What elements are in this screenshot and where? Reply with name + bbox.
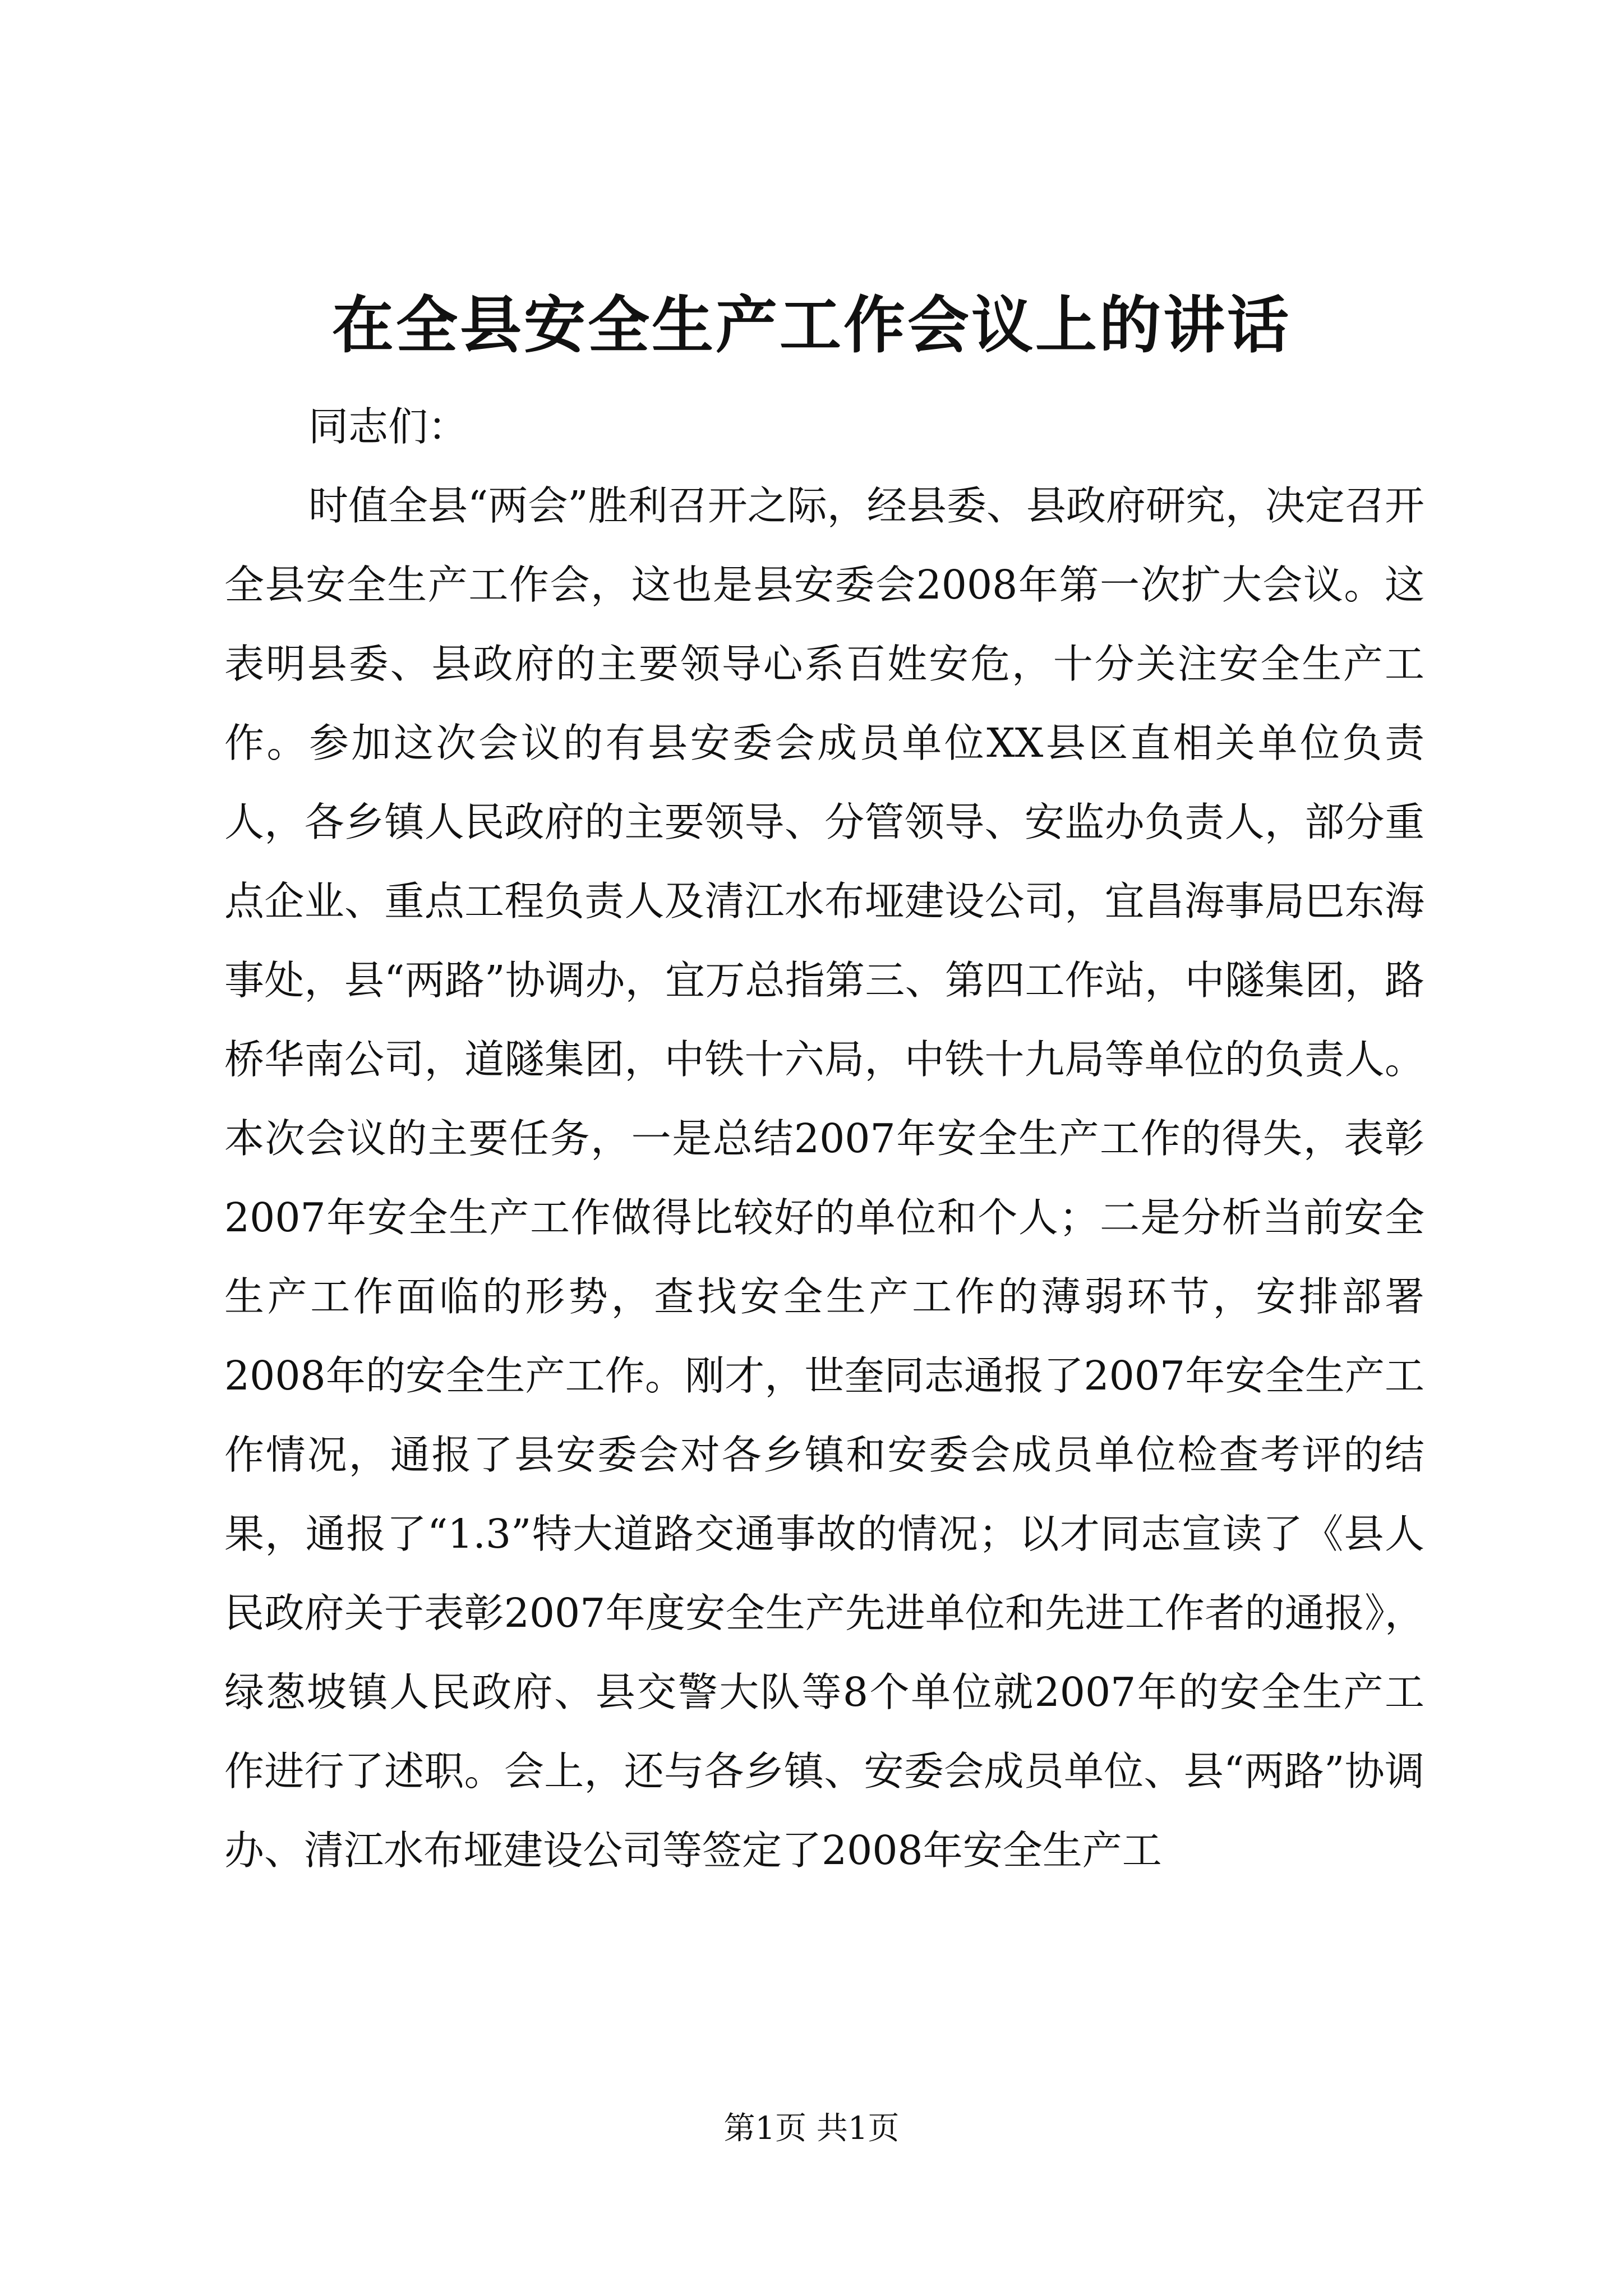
- document-body: [224, 387, 1424, 1890]
- page-footer: 第1页 共1页: [723, 2110, 900, 2147]
- salutation: 同志们：: [308, 403, 468, 450]
- document-title: 在全县安全生产工作会议上的讲话: [332, 289, 1291, 361]
- body-paragraph: 时值全县“两会”胜利召开之际，经县委、县政府研究，决定召开全县安全生产工作会，这也是县安委会2008年第一次扩大会议。这表明县委、县政府的主要领导心系百姓安危，十分关注安全生产工作。参加这次会议的有县安委会成员单位XX县区直相关单位负责人，各乡镇人民政府的主要领导、分管领导、安监办负责人，部分重点企业、重点工程负责人及清江水布垭建设公司，宜昌海事局巴东海事处，县“两路”协调办，宜万总指第三、第四工作站，中隧集团，路桥华南公司，道隧集团，中铁十六局，中铁十九局等单位的负责人。本次会议的主要任务，一是总结2007年安全生产工作的得失，表彰2007年安全生产工作做得比较好的单位和个人；二是分析当前安全生产工作面临的形势，查找安全生产工作的薄弱环节，安排部署2008年的安全生产工作。刚才，世奎同志通报了2007年安全生产工作情况，通报了县安委会对各乡镇和安委会成员单位检查考评的结果，通报了“1.3”特大道路交通事故的情况；以才同志宣读了《县人民政府关于表彰2007年度安全生产先进单位和先进工作者的通报》，绿葱坡镇人民政府、县交警大队等8个单位就2007年的安全生产工作进行了述职。会上，还与各乡镇、安委会成员单位、县“两路”协调办、清江水布垭建设公司等签定了2008年安全生产工: [224, 482, 1424, 1874]
